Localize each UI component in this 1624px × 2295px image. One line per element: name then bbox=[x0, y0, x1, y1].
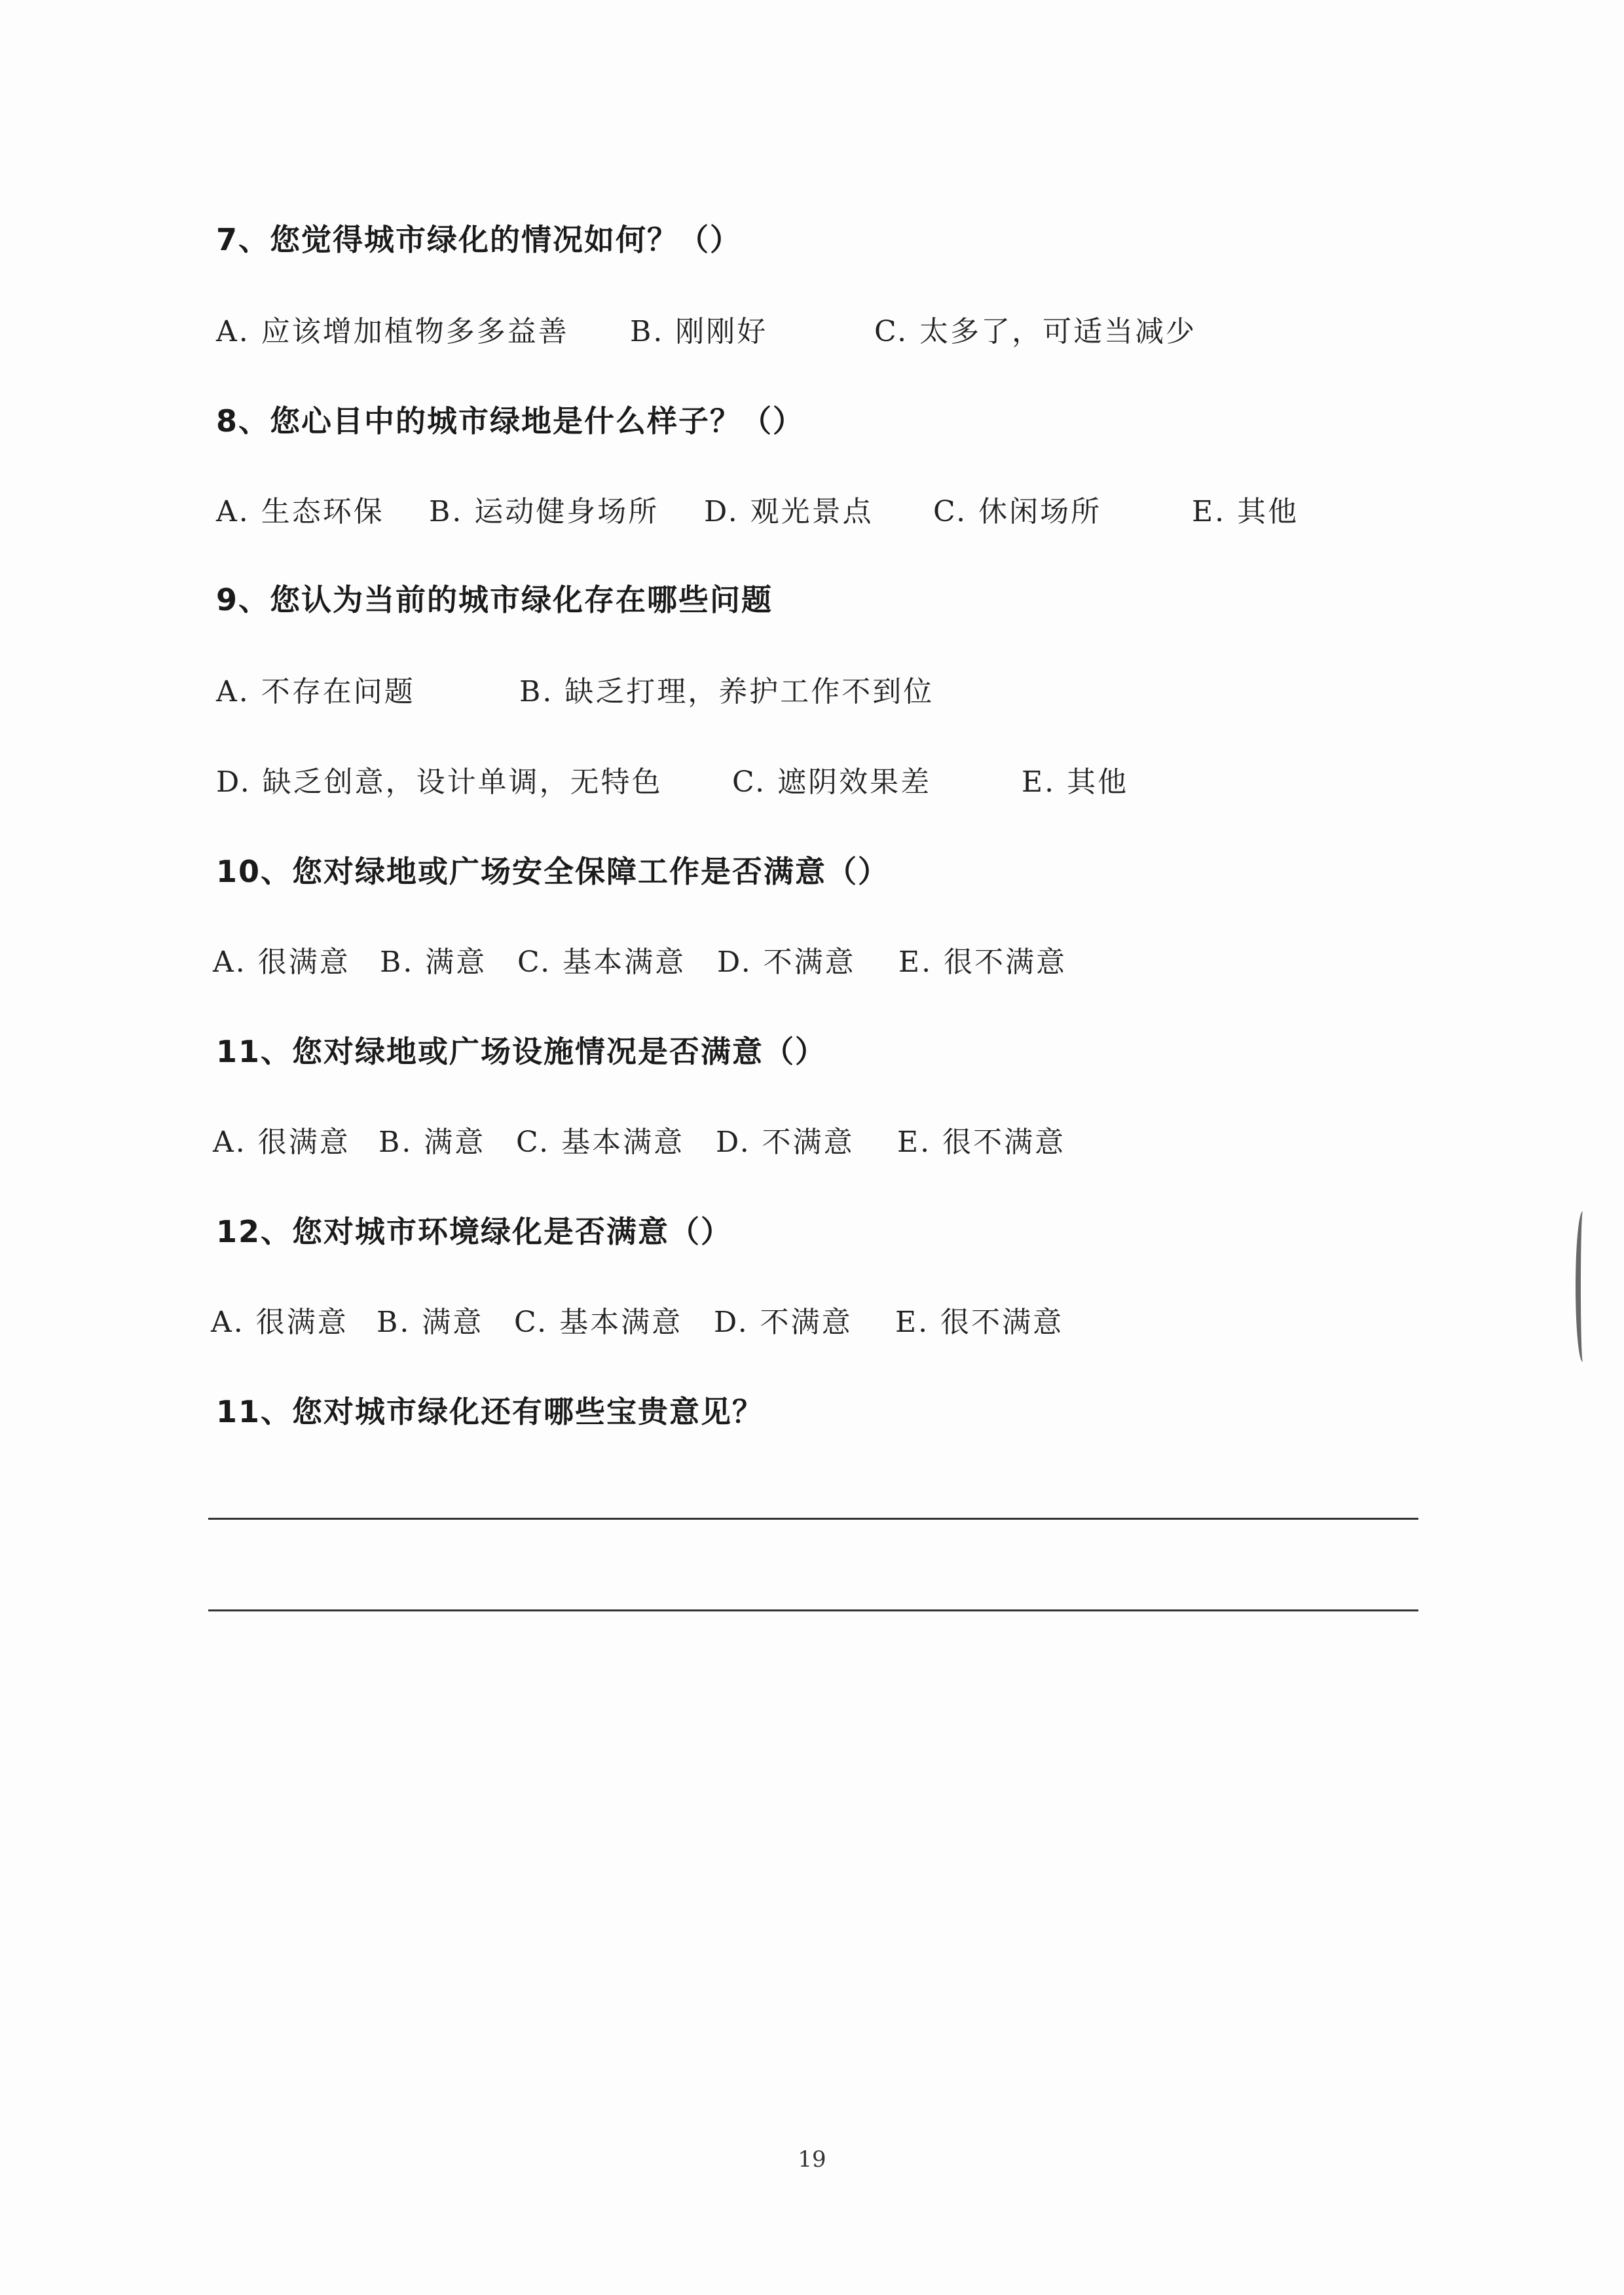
option-e: E. 其他 bbox=[1192, 495, 1299, 528]
option-c: C. 太多了，可适当减少 bbox=[874, 315, 1197, 348]
question-8: 8、您心目中的城市绿地是什么样子？（） bbox=[216, 403, 805, 439]
options-question-8 bbox=[0, 488, 1624, 527]
option-b: B. 运动健身场所 bbox=[429, 495, 659, 528]
options-question-9-row-1 bbox=[0, 668, 1624, 707]
option-d: D. 不满意 bbox=[716, 1126, 855, 1159]
option-a: A. 不存在问题 bbox=[216, 675, 415, 708]
options-question-12 bbox=[0, 1298, 1624, 1338]
option-a: A. 应该增加植物多多益善 bbox=[216, 315, 569, 348]
option-e: E. 很不满意 bbox=[898, 946, 1067, 979]
question-9: 9、您认为当前的城市绿化存在哪些问题 bbox=[216, 582, 773, 617]
option-a: A. 很满意 bbox=[213, 946, 350, 979]
question-opinion: 11、您对城市绿化还有哪些宝贵意见？ bbox=[216, 1394, 764, 1429]
option-c: C. 基本满意 bbox=[514, 1306, 683, 1339]
question-11: 11、您对绿地或广场设施情况是否满意（） bbox=[216, 1034, 827, 1069]
option-e: E. 很不满意 bbox=[897, 1126, 1066, 1159]
option-b: B. 满意 bbox=[378, 1126, 486, 1159]
option-d: D. 观光景点 bbox=[704, 495, 874, 528]
option-c: C. 基本满意 bbox=[517, 946, 686, 979]
answer-line-1[interactable] bbox=[208, 1518, 1418, 1520]
option-a: A. 生态环保 bbox=[216, 495, 384, 528]
option-d: D. 不满意 bbox=[717, 946, 856, 979]
option-a: A. 很满意 bbox=[213, 1126, 350, 1159]
option-d: D. 缺乏创意，设计单调，无特色 bbox=[216, 765, 663, 799]
option-c: C. 基本满意 bbox=[516, 1126, 685, 1159]
question-10: 10、您对绿地或广场安全保障工作是否满意（） bbox=[216, 854, 890, 889]
option-b: B. 满意 bbox=[380, 946, 487, 979]
answer-line-2[interactable] bbox=[208, 1609, 1418, 1611]
option-a: A. 很满意 bbox=[211, 1306, 348, 1339]
options-question-11 bbox=[0, 1118, 1624, 1158]
options-question-7 bbox=[0, 308, 1624, 347]
scan-edge-mark bbox=[1576, 1211, 1590, 1362]
option-d: D. 不满意 bbox=[714, 1306, 853, 1339]
option-b: B. 满意 bbox=[377, 1306, 484, 1339]
page-number: 19 bbox=[798, 2146, 826, 2173]
option-b: B. 缺乏打理，养护工作不到位 bbox=[519, 675, 934, 708]
option-e: E. 其他 bbox=[1022, 765, 1129, 799]
options-question-9-row-2 bbox=[0, 758, 1624, 798]
option-b: B. 刚刚好 bbox=[630, 315, 768, 348]
options-question-10 bbox=[0, 938, 1624, 978]
question-12: 12、您对城市环境绿化是否满意（） bbox=[216, 1214, 733, 1249]
option-c: C. 遮阴效果差 bbox=[732, 765, 932, 799]
option-e: E. 很不满意 bbox=[895, 1306, 1064, 1339]
question-7: 7、您觉得城市绿化的情况如何？（） bbox=[216, 222, 742, 257]
option-c: C. 休闲场所 bbox=[933, 495, 1102, 528]
